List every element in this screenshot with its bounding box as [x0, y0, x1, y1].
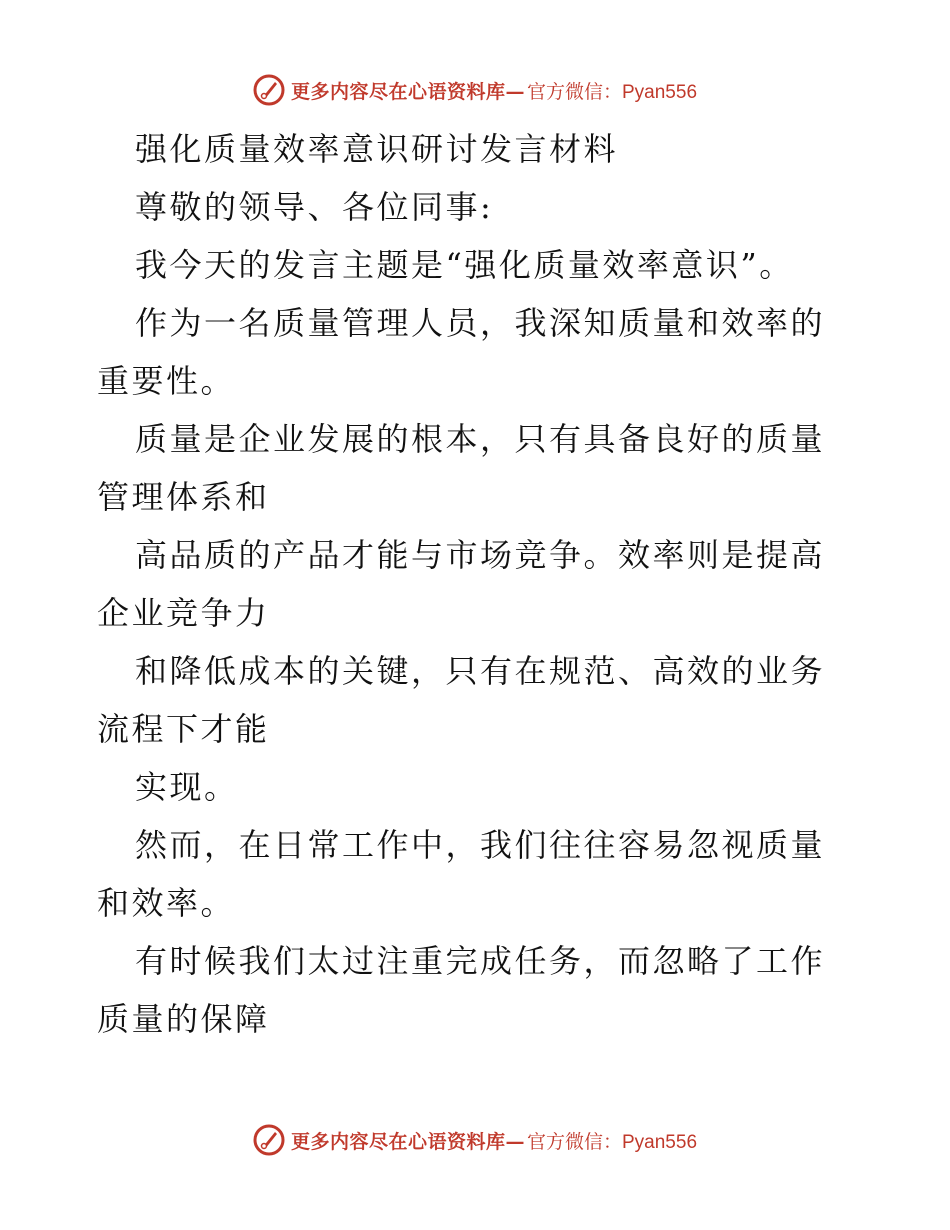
- paragraph: 和降低成本的关键，只有在规范、高效的业务流程下才能: [97, 652, 826, 748]
- salutation: 尊敬的领导、各位同事:: [135, 188, 494, 226]
- paragraph: 质量是企业发展的根本，只有具备良好的质量管理体系和: [97, 420, 826, 516]
- paragraph: 然而，在日常工作中，我们往往容易忽视质量和效率。: [97, 826, 826, 922]
- banner-wechat: 官方微信：Pyan556: [527, 1131, 698, 1153]
- paragraph: 高品质的产品才能与市场竞争。效率则是提高企业竞争力: [97, 536, 826, 632]
- footer-banner: [0, 1120, 950, 1160]
- banner-title: 更多内容尽在心语资料库—: [290, 80, 525, 103]
- document-title: 强化质量效率意识研讨发言材料: [135, 130, 619, 168]
- paragraph: 作为一名质量管理人员，我深知质量和效率的重要性。: [97, 304, 826, 400]
- quill-logo-icon: [253, 1124, 285, 1156]
- banner-title: 更多内容尽在心语资料库—: [290, 1130, 525, 1153]
- paragraph: 有时候我们太过注重完成任务，而忽略了工作质量的保障: [97, 942, 826, 1038]
- document-body: [97, 120, 857, 1048]
- paragraph: 我今天的发言主题是“强化质量效率意识”。: [135, 246, 794, 284]
- header-banner: [0, 70, 950, 110]
- quill-logo-icon: [253, 74, 285, 106]
- paragraph: 实现。: [135, 768, 239, 806]
- banner-wechat: 官方微信：Pyan556: [527, 81, 698, 103]
